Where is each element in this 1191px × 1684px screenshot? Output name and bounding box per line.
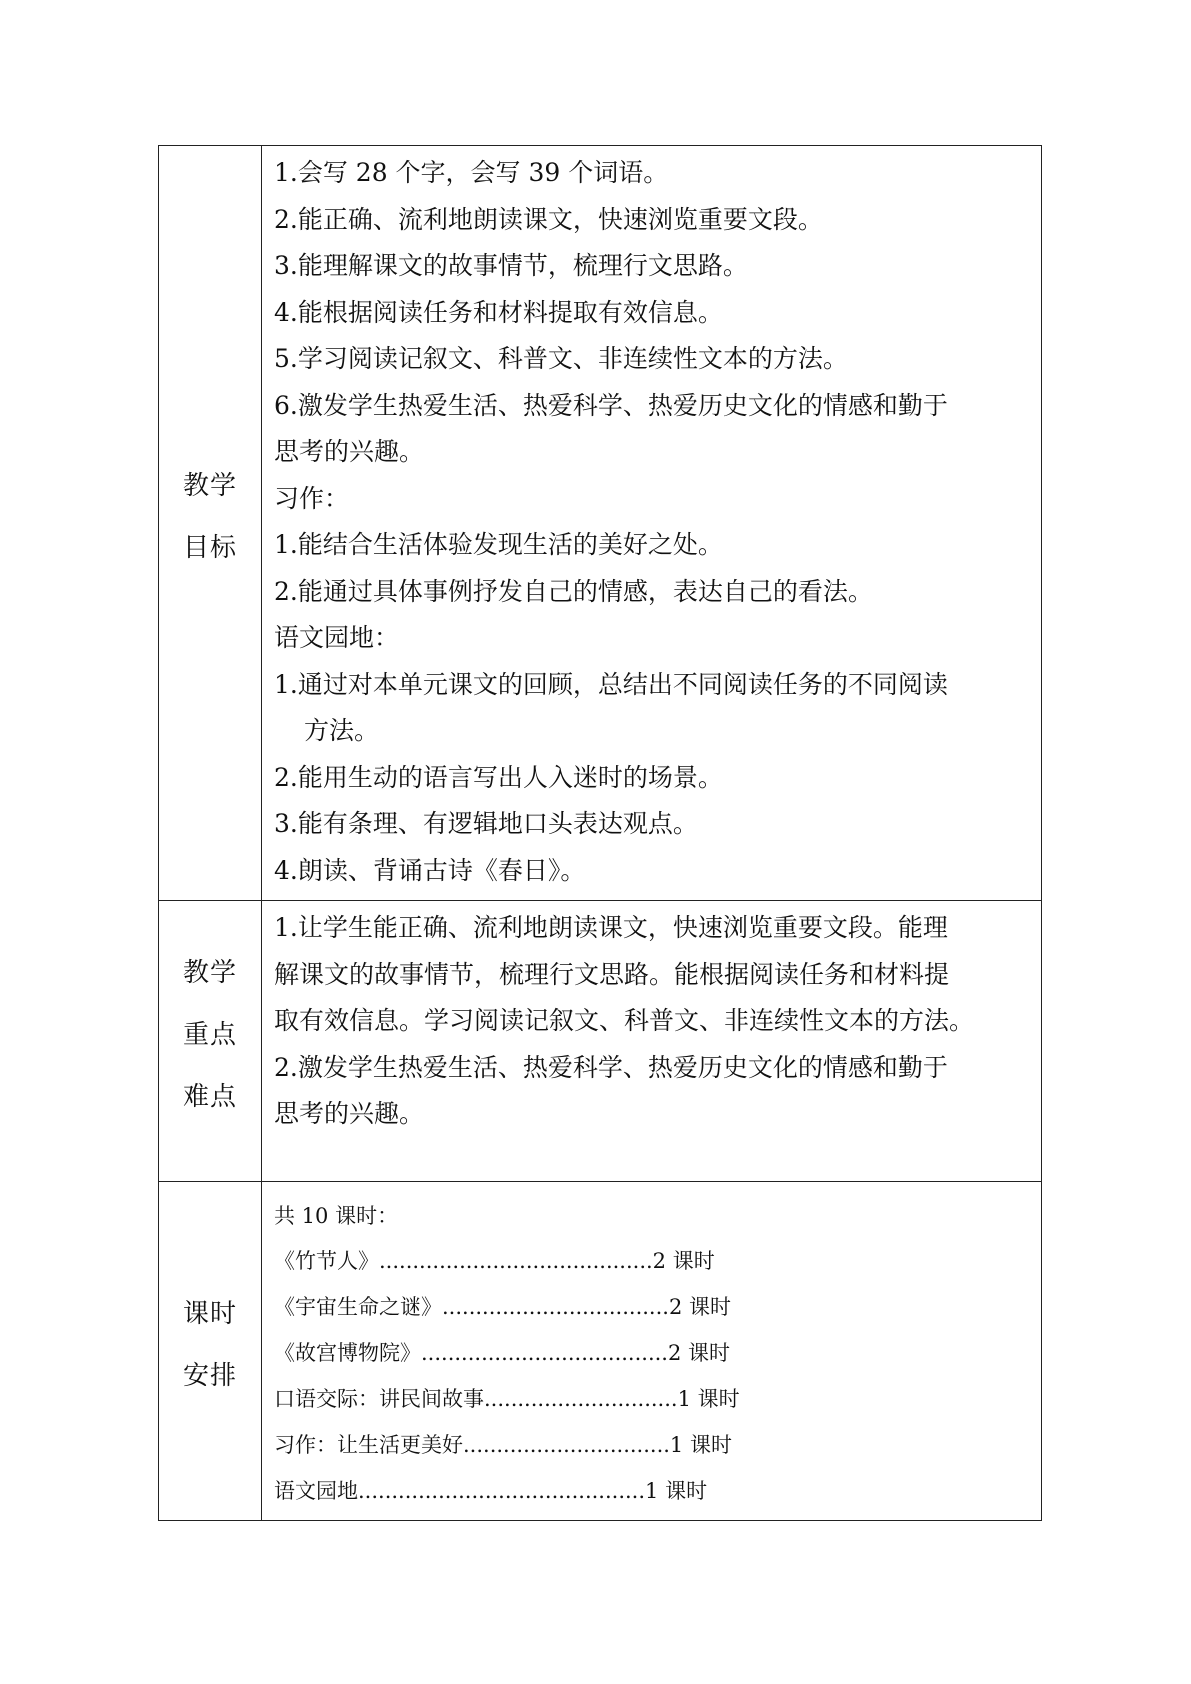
- schedule-item: 《宇宙生命之谜》..................................2 课时: [274, 1295, 731, 1319]
- schedule-label: [159, 1182, 261, 1508]
- objectives-row: [159, 146, 1042, 901]
- key-points-label: [159, 901, 261, 1155]
- schedule-row: [159, 1182, 1042, 1521]
- schedule-item: 习作：让生活更美好...............................1 课时: [274, 1433, 732, 1457]
- key-points-label-cell: [159, 901, 262, 1182]
- schedule-label-cell: [159, 1182, 262, 1521]
- objective-item: 6.激发学生热爱生活、热爱科学、热爱历史文化的情感和勤于: [274, 390, 948, 420]
- key-points-label-line: 重点: [182, 1020, 237, 1050]
- writing-heading: 习作：: [274, 483, 350, 513]
- key-points-row: [159, 901, 1042, 1182]
- schedule-label-line: 安排: [182, 1361, 237, 1391]
- schedule-item: 《竹节人》.........................................2 课时: [274, 1249, 715, 1273]
- objective-item: 3.能理解课文的故事情节，梳理行文思路。: [274, 251, 748, 280]
- objective-item: 5.学习阅读记叙文、科普文、非连续性文本的方法。: [274, 344, 848, 373]
- objective-item: 1.会写 28 个字，会写 39 个词语。: [274, 158, 669, 187]
- key-point-line: 取有效信息。学习阅读记叙文、科普文、非连续性文本的方法。: [274, 1006, 975, 1035]
- garden-item-continuation: 方法。: [304, 716, 380, 745]
- objective-item: 4.能根据阅读任务和材料提取有效信息。: [274, 297, 723, 327]
- garden-item: 2.能用生动的语言写出人入迷时的场景。: [274, 762, 723, 792]
- objective-item-continuation: 思考的兴趣。: [274, 437, 425, 466]
- key-points-label-line: 难点: [182, 1082, 237, 1112]
- lesson-plan-table: [158, 145, 1042, 1521]
- garden-item: 3.能有条理、有逻辑地口头表达观点。: [274, 809, 698, 838]
- schedule-label-line: 课时: [182, 1299, 237, 1329]
- writing-item: 1.能结合生活体验发现生活的美好之处。: [274, 530, 723, 559]
- schedule-total: 共 10 课时：: [274, 1204, 399, 1228]
- objectives-label: [159, 146, 261, 887]
- key-point-line: 1.让学生能正确、流利地朗读课文，快速浏览重要文段。能理: [274, 913, 948, 942]
- objectives-content: [262, 146, 1042, 901]
- garden-item: 1.通过对本单元课文的回顾，总结出不同阅读任务的不同阅读: [274, 669, 948, 699]
- key-points-content: [262, 901, 1042, 1182]
- garden-item: 4.朗读、背诵古诗《春日》。: [274, 855, 586, 885]
- key-point-line: 思考的兴趣。: [274, 1099, 425, 1128]
- writing-item: 2.能通过具体事例抒发自己的情感，表达自己的看法。: [274, 576, 873, 606]
- schedule-item: 语文园地...........................................1 课时: [274, 1479, 708, 1503]
- objectives-label-cell: [159, 146, 262, 901]
- schedule-content: [262, 1182, 1042, 1521]
- objectives-label-line: 目标: [182, 532, 237, 563]
- key-points-label-line: 教学: [182, 958, 237, 988]
- objective-item: 2.能正确、流利地朗读课文，快速浏览重要文段。: [274, 204, 823, 234]
- schedule-item: 口语交际：讲民间故事.............................1 课时: [274, 1387, 740, 1411]
- key-point-line: 解课文的故事情节，梳理行文思路。能根据阅读任务和材料提: [274, 959, 950, 989]
- schedule-item: 《故宫博物院》.....................................2 课时: [274, 1341, 731, 1365]
- objectives-label-line: 教学: [182, 470, 237, 501]
- garden-heading: 语文园地：: [274, 623, 400, 652]
- key-point-line: 2.激发学生热爱生活、热爱科学、热爱历史文化的情感和勤于: [274, 1052, 948, 1082]
